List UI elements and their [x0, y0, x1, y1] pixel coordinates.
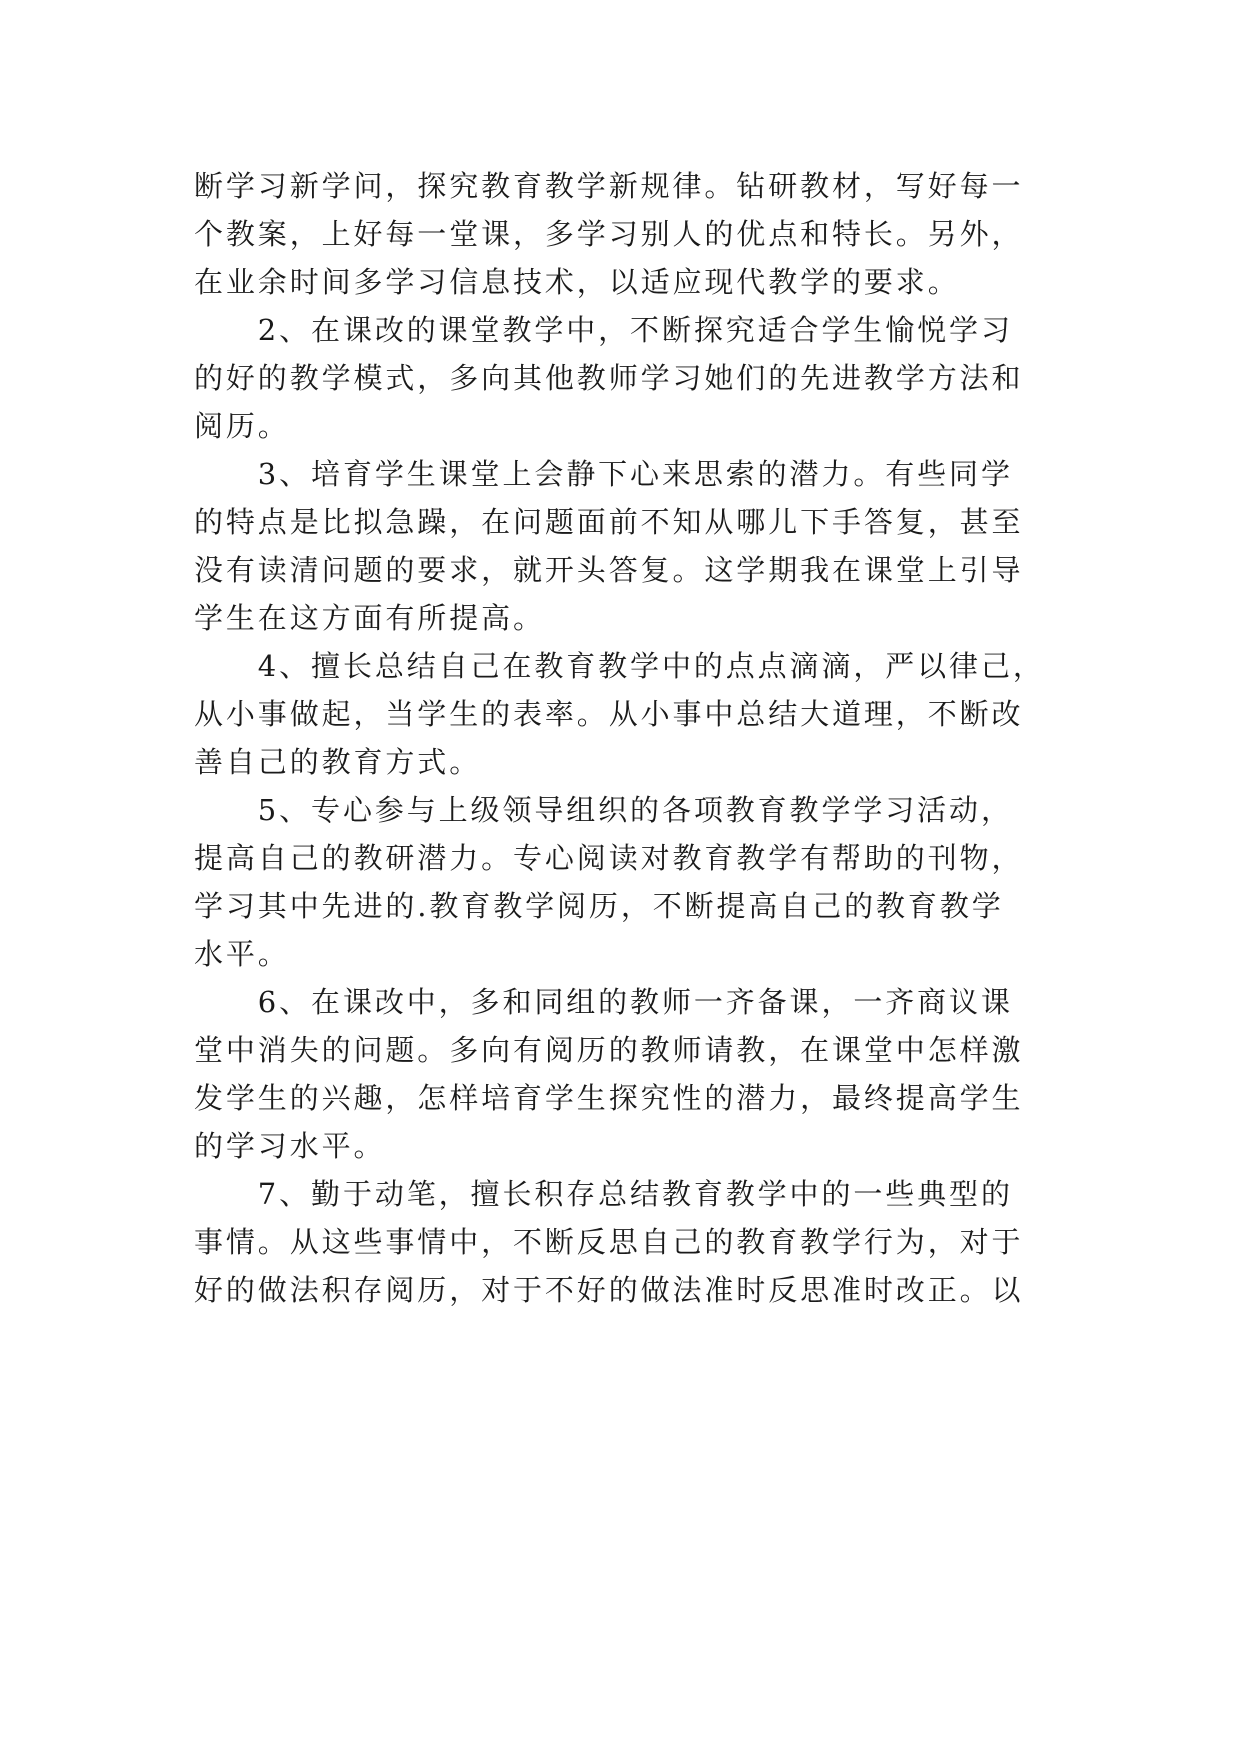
text-line: 在业余时间多学习信息技术，以适应现代教学的要求。 [194, 265, 960, 299]
text-line: 提高自己的教研潜力。专心阅读对教育教学有帮助的刊物， [194, 841, 1024, 875]
paragraph-3-first-line: 3、培育学生课堂上会静下心来思索的潜力。有些同学 [194, 457, 1013, 491]
text-line: 好的做法积存阅历，对于不好的做法准时反思准时改正。以 [194, 1273, 1024, 1307]
text-line: 个教案，上好每一堂课，多学习别人的优点和特长。另外， [194, 217, 1024, 251]
text-line: 事情。从这些事情中，不断反思自己的教育教学行为，对于 [194, 1225, 1024, 1259]
text-line: 学习其中先进的.教育教学阅历，不断提高自己的教育教学 [194, 889, 1004, 923]
paragraph-5-first-line: 5、专心参与上级领导组织的各项教育教学学习活动， [194, 793, 1013, 827]
text-line: 阅历。 [194, 409, 290, 443]
text-line: 堂中消失的问题。多向有阅历的教师请教，在课堂中怎样激 [194, 1033, 1024, 1067]
text-line: 善自己的教育方式。 [194, 745, 482, 779]
text-line: 学生在这方面有所提高。 [194, 601, 545, 635]
text-line: 断学习新学问，探究教育教学新规律。钻研教材，写好每一 [194, 169, 1024, 203]
text-line: 没有读清问题的要求，就开头答复。这学期我在课堂上引导 [194, 553, 1024, 587]
document-body [194, 162, 1054, 1314]
text-line: 发学生的兴趣，怎样培育学生探究性的潜力，最终提高学生 [194, 1081, 1024, 1115]
text-line: 的学习水平。 [194, 1129, 386, 1163]
text-line: 的好的教学模式，多向其他教师学习她们的先进教学方法和 [194, 361, 1024, 395]
paragraph-6-first-line: 6、在课改中，多和同组的教师一齐备课，一齐商议课 [194, 985, 1013, 1019]
text-line: 水平。 [194, 937, 290, 971]
paragraph-4-first-line: 4、擅长总结自己在教育教学中的点点滴滴，严以律己， [194, 649, 1045, 683]
text-line: 的特点是比拟急躁，在问题面前不知从哪儿下手答复，甚至 [194, 505, 1024, 539]
paragraph-7-first-line: 7、勤于动笔，擅长积存总结教育教学中的一些典型的 [194, 1177, 1013, 1211]
text-line: 从小事做起，当学生的表率。从小事中总结大道理，不断改 [194, 697, 1024, 731]
paragraph-2-first-line: 2、在课改的课堂教学中，不断探究适合学生愉悦学习 [194, 313, 1013, 347]
